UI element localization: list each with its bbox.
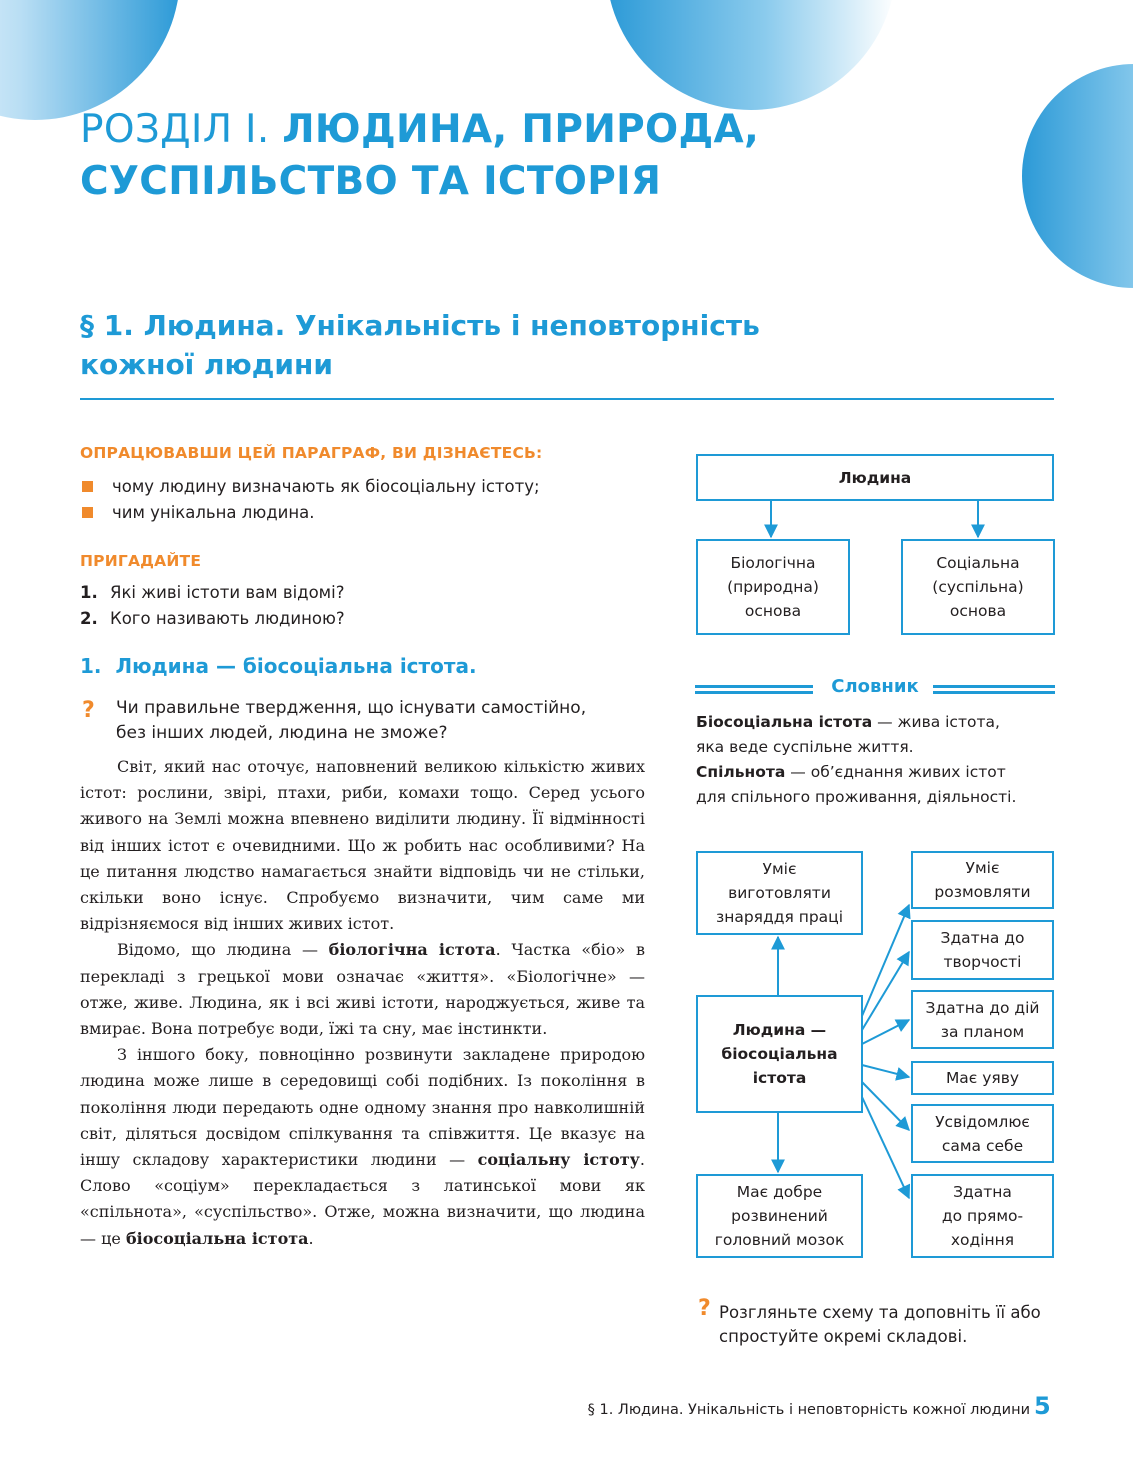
box-line: істота [752, 1069, 807, 1087]
box-line: Має уяву [945, 1069, 1020, 1087]
diagram2-trait-box [911, 851, 1054, 909]
arrow-icon [862, 905, 909, 1016]
question-mark-icon: ? [698, 1296, 711, 1321]
diagram2-trait-box [911, 1174, 1054, 1258]
diagram2-trait-box [911, 990, 1054, 1049]
diagram-question [719, 1301, 1059, 1349]
box-line: виготовляти [728, 884, 831, 902]
recall-item-number: 1. [80, 583, 98, 602]
arrow-icon [862, 1020, 909, 1044]
learn-item-text: чим унікальна людина. [112, 503, 315, 522]
subsection-title: Людина — біосоціальна істота. [115, 654, 477, 678]
box-line: біосоціальна [721, 1045, 838, 1063]
diagram2-trait-box [911, 920, 1054, 980]
box-line: до прямо- [941, 1207, 1024, 1225]
chapter-title-line2: СУСПІЛЬСТВО ТА ІСТОРІЯ [80, 159, 662, 204]
section-title-line1: § 1. Людина. Унікальність і неповторність [80, 309, 760, 342]
dictionary-definition: — об’єднання живих істот [785, 763, 1006, 781]
paragraph-3-part: . Слово «соціум» перекладається з латинської мови як «спільнота», «суспільство». Отже, можна визначити, що людина — це [80, 1150, 646, 1248]
question-mark-icon: ? [82, 698, 95, 723]
diagram2-trait-box [911, 1104, 1054, 1163]
box-line: (природна) [727, 578, 819, 596]
diagram2-tools-box [696, 851, 863, 935]
paragraph-1: Світ, який нас оточує, наповнений великою кількістю живих істот: рослини, звірі, птахи, риби, комахи тощо. Серед усього живого на Землі можна впевнено виділити людину. Її відмінності від інших істот є очевидними. Що ж робить нас особливими? На це питання людство намагається знайти відповідь чи не стільки, скільки воно існує. Спробуємо визначити, чим саме ми відрізняємося від інших живих істот. [80, 757, 645, 934]
paragraph-3-part: З іншого боку, повноцінно розвинути закладене природою людина може лише в середовищі собі подібних. Із покоління в покоління люди передають одне одному знання про навколишній світ, діляться досвідом спілкування та співжиття. Це вказує на іншу складову характеристики людини — [80, 1045, 645, 1170]
box-line: розвинений [731, 1207, 828, 1225]
box-line: за планом [940, 1022, 1025, 1041]
paragraph-3-part: . [308, 1228, 314, 1248]
diagram2-center-box [696, 995, 863, 1113]
box-line: Уміє [965, 859, 1000, 877]
box-line: знаряддя праці [715, 908, 844, 926]
recall-item-text: Кого називають людиною? [110, 609, 345, 628]
box-line: Людина — [732, 1021, 827, 1039]
box-line: Соціальна [936, 554, 1020, 572]
footer-running-title: § 1. Людина. Унікальність і неповторність кожної людини [587, 1402, 1030, 1418]
paragraph-2-part: Відомо, що людина — [117, 940, 329, 960]
box-line: головний мозок [714, 1231, 845, 1249]
dictionary-term: Біосоціальна істота [696, 713, 873, 731]
arrow-icon [862, 1082, 909, 1130]
diagram-question-line1: Розгляньте схему та доповніть її або [719, 1303, 1041, 1322]
question-line1: Чи правильне твердження, що існувати самостійно, [116, 698, 587, 718]
page-number: 5 [1034, 1392, 1051, 1420]
recall-item-text: Які живі істоти вам відомі? [110, 583, 345, 602]
box-line: Здатна [953, 1183, 1012, 1201]
subsection-number: 1. [80, 654, 102, 678]
box-line: ходіння [950, 1231, 1015, 1249]
arrow-icon [862, 1097, 909, 1198]
box-line: Має добре [736, 1183, 823, 1201]
dictionary-title: Словник [831, 676, 919, 697]
question-line2: без інших людей, людина не зможе? [116, 723, 448, 743]
box-line: сама себе [941, 1136, 1024, 1155]
box-line: Усвідомлює [935, 1112, 1030, 1131]
recall-heading: ПРИГАДАЙТЕ [80, 552, 202, 570]
box-line: (суспільна) [932, 578, 1024, 596]
paragraph-2-part: . Частка «біо» в перекладі з грецької мови означає «життя». «Біологічне» — отже, живе. Людина, як і всі живі істоти, народжується, живе та вмирає. Вона потребує води, їжі та сну, має інстинкти. [80, 940, 645, 1039]
arrow-icon [862, 952, 909, 1030]
learn-heading: ОПРАЦЮВАВШИ ЦЕЙ ПАРАГРАФ, ВИ ДІЗНАЄТЕСЬ: [80, 444, 543, 462]
box-line: основа [949, 602, 1007, 620]
term-biological: біологічна істота [328, 940, 496, 960]
box-line: Уміє [762, 860, 797, 878]
chapter-title-line1: ЛЮДИНА, ПРИРОДА, [282, 107, 760, 152]
term-biosocial: біосоціальна істота [125, 1228, 309, 1248]
box-line: Біологічна [730, 554, 816, 572]
box-line: розмовляти [934, 883, 1031, 901]
term-social: соціальну істоту [477, 1150, 640, 1170]
box-line: Здатна до дій [925, 998, 1040, 1017]
dictionary-definition: яка веде суспільне життя. [696, 738, 914, 756]
chapter-prefix: РОЗДІЛ І. [80, 107, 270, 152]
box-line: основа [744, 602, 802, 620]
dictionary-term: Спільнота [696, 763, 786, 781]
box-line: Здатна до [940, 929, 1025, 947]
diagram2-brain-box [696, 1174, 863, 1258]
arrow-icon [862, 1065, 909, 1077]
diagram-question-line2: спростуйте окремі складові. [719, 1327, 968, 1346]
recall-item-number: 2. [80, 609, 98, 628]
dictionary-definition: — жива істота, [872, 713, 1000, 731]
section-title-line2: кожної людини [80, 348, 333, 381]
diagram2-trait-box [911, 1061, 1054, 1095]
dictionary-definition: для спільного проживання, діяльності. [696, 788, 1017, 806]
diagram1-top-box: Людина [696, 454, 1054, 501]
learn-item-text: чому людину визначають як біосоціальну істоту; [112, 477, 540, 496]
box-line: творчості [943, 953, 1022, 971]
